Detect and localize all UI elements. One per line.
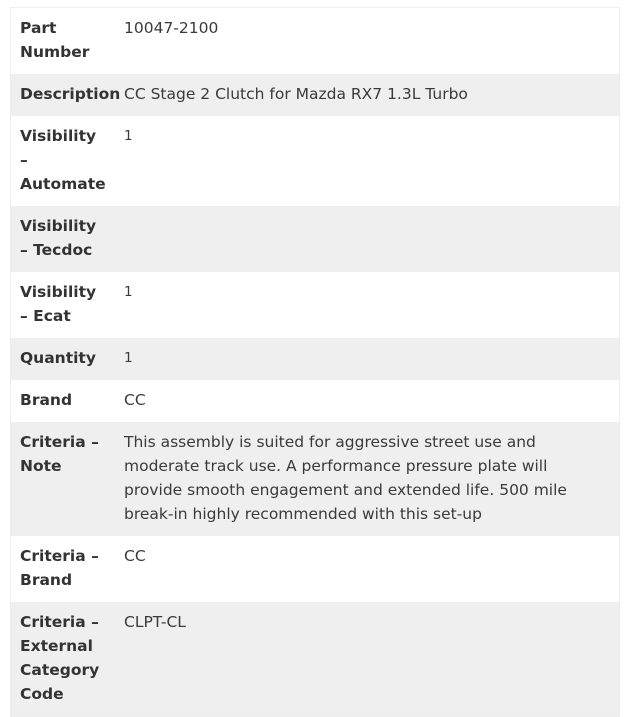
attribute-label: Criteria – External Category Code xyxy=(11,602,117,716)
attribute-label: Criteria – Brand xyxy=(11,536,117,602)
attribute-value: 10047-2100 xyxy=(117,8,619,74)
table-row-criteria-note xyxy=(11,422,619,536)
attribute-label: Visibility – Ecat xyxy=(11,272,117,338)
table-row-description xyxy=(11,74,619,116)
attribute-value: 1 xyxy=(117,272,619,338)
attribute-value: CC Stage 2 Clutch for Mazda RX7 1.3L Turbo xyxy=(117,74,619,116)
table-row-criteria-external-category-code xyxy=(11,602,619,716)
attribute-label: Visibility – Tecdoc xyxy=(11,206,117,272)
attribute-value: CLPT-CL xyxy=(117,602,619,716)
attribute-label: Quantity xyxy=(11,338,117,380)
attribute-label: Visibility – Automate xyxy=(11,116,117,206)
table-row-part-number xyxy=(11,8,619,74)
attribute-value xyxy=(117,206,619,272)
product-attributes-table xyxy=(11,8,619,716)
table-row-visibility-ecat xyxy=(11,272,619,338)
attribute-value: CC xyxy=(117,380,619,422)
attribute-label: Criteria – Note xyxy=(11,422,117,536)
table-row-visibility-automate xyxy=(11,116,619,206)
table-row-brand xyxy=(11,380,619,422)
table-row-quantity xyxy=(11,338,619,380)
attribute-label: Brand xyxy=(11,380,117,422)
table-row-criteria-brand xyxy=(11,536,619,602)
attribute-value: 1 xyxy=(117,338,619,380)
attribute-value: 1 xyxy=(117,116,619,206)
attribute-value: This assembly is suited for aggressive street use and moderate track use. A performance pressure plate will provide smooth engagement and extended life. 500 mile break-in highly recommended with this set-up xyxy=(117,422,619,536)
attribute-value: CC xyxy=(117,536,619,602)
attribute-label: Part Number xyxy=(11,8,117,74)
table-row-visibility-tecdoc xyxy=(11,206,619,272)
attribute-label: Description xyxy=(11,74,117,116)
product-attributes-table-container xyxy=(10,7,620,717)
